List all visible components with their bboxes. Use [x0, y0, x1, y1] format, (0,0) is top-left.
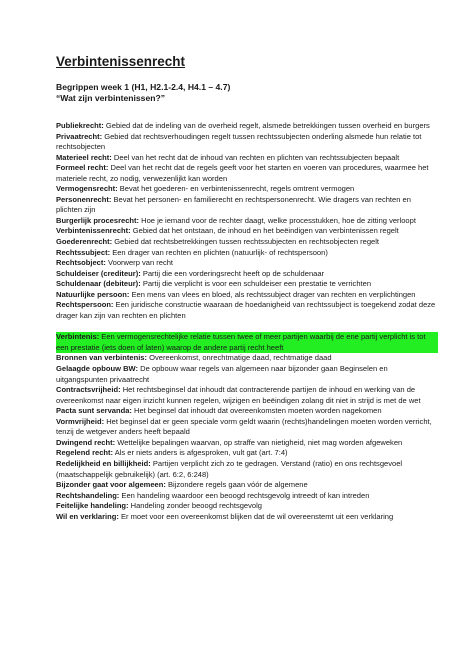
definition-item — [56, 248, 438, 259]
highlighted-definition — [56, 332, 438, 353]
definition-text: Bevat het goederen- en verbintenissenrecht, regels omtrent vermogen — [117, 184, 355, 194]
definition-text: Een mens van vlees en bloed, als rechtssubject drager van rechten en verplichtingen — [129, 289, 416, 299]
definition-text: Als er niets anders is afgesproken, vult gat (art. 7:4) — [113, 448, 288, 458]
definition-term: Rechtssubject: — [56, 247, 111, 257]
definition-term: Vormvrijheid: — [56, 416, 105, 426]
definition-item — [56, 216, 438, 227]
definition-term: Rechtshandeling: — [56, 490, 120, 500]
week-heading: Begrippen week 1 (H1, H2.1-2.4, H4.1 – 4.7) — [56, 82, 231, 92]
definition-term: Pacta sunt servanda: — [56, 406, 132, 416]
definitions-list-b — [56, 353, 438, 522]
definition-text: Deel van het recht dat de inhoud van rechten en plichten van rechtssubjecten bepaalt — [111, 152, 400, 162]
definition-item — [56, 438, 438, 449]
definition-text: Hoe je iemand voor de rechter daagt, welke processtukken, hoe de zitting verloopt — [139, 215, 416, 225]
definition-term: Redelijkheid en billijkheid: — [56, 458, 151, 468]
section-question: “Wat zijn verbintenissen?” — [56, 93, 166, 103]
definition-text: Het beginsel dat er geen speciale vorm geldt waarin (rechts)handelingen moeten worden verricht, tenzij de wetgever anders heeft bepaald — [56, 416, 432, 437]
definition-term: Burgerlijk procesrecht: — [56, 215, 140, 225]
definition-term: Verbintenissenrecht: — [56, 226, 131, 236]
definition-text: Gebied dat het ontstaan, de inhoud en het beëindigen van verbintenissen regelt — [130, 226, 399, 236]
definition-item — [56, 195, 438, 216]
definition-item — [56, 512, 438, 523]
definition-text: Wettelijke bepalingen waarvan, op straffe van nietigheid, niet mag worden afgeweken — [115, 437, 403, 447]
definition-item — [56, 258, 438, 269]
definition-text: Gebied dat rechtsbetrekkingen tussen rechtssubjecten en rechtsobjecten regelt — [112, 237, 380, 247]
definitions-list-a — [56, 121, 438, 321]
definition-item — [56, 163, 438, 184]
definition-item — [56, 300, 438, 321]
definition-item — [56, 353, 438, 364]
definition-item — [56, 459, 438, 480]
definition-term: Privaatrecht: — [56, 131, 103, 141]
definition-term: Rechtsobject: — [56, 258, 106, 268]
definition-text: Gebied dat rechtsverhoudingen regelt tussen rechtssubjecten onderling alsmede hun relatie tot rechtsobjecten — [56, 131, 422, 152]
definition-text: Een drager van rechten en plichten (natuurlijk- of rechtspersoon) — [110, 247, 328, 257]
definition-item — [56, 237, 438, 248]
definition-item — [56, 501, 438, 512]
definition-item — [56, 132, 438, 153]
definition-item — [56, 184, 438, 195]
definition-item — [56, 121, 438, 132]
definition-term: Rechtspersoon: — [56, 300, 114, 310]
definition-text: Handeling zonder beoogd rechtsgevolg — [128, 501, 262, 511]
definition-text: Het rechtsbeginsel dat inhoudt dat contracterende partijen de inhoud en werking van de overeenkomst naar eigen inzicht kunnen regelen, wijzigen en beëindigen zolang dit niet in strijd is met de wet — [56, 385, 421, 405]
definition-term: Vermogensrecht: — [56, 184, 118, 194]
definition-text: Een handeling waardoor een beoogd rechtsgevolg intreedt of kan intreden — [119, 490, 370, 500]
definition-item — [56, 385, 438, 406]
definition-text: Bevat het personen- en familierecht en rechtspersonenrecht. Wie dragers van rechten en plichten zijn — [56, 194, 411, 215]
definition-term: Materieel recht: — [56, 152, 112, 162]
definition-term: Goederenrecht: — [56, 237, 113, 247]
definition-term: Publiekrecht: — [56, 121, 104, 130]
definition-term: Contractsvrijheid: — [56, 385, 121, 395]
definition-term: Natuurlijke persoon: — [56, 289, 130, 299]
definition-text: Partijen verplicht zich zo te gedragen. Verstand (ratio) en ons rechtsgevoel (maatschappelijk gebruikelijk) (art. 6:2, 6:248) — [56, 458, 403, 479]
definition-item — [56, 279, 438, 290]
definition-term: Wil en verklaring: — [56, 511, 119, 521]
definition-item — [56, 417, 438, 438]
definition-item — [56, 448, 438, 459]
definition-term: Personenrecht: — [56, 194, 112, 204]
definition-text: Er moet voor een overeenkomst blijken dat de wil overeenstemt uit een verklaring — [118, 511, 394, 521]
definition-term: Dwingend recht: — [56, 437, 116, 447]
definition-term: Schuldeiser (crediteur): — [56, 268, 141, 278]
definition-text: Partij die verplicht is voor een schuldeiser een prestatie te verrichten — [140, 279, 372, 289]
spacer — [56, 321, 438, 332]
definition-text: Bijzondere regels gaan vóór de algemene — [165, 480, 308, 490]
definition-item — [56, 290, 438, 301]
definition-term: Bijzonder gaat voor algemeen: — [56, 480, 166, 490]
definition-item — [56, 491, 438, 502]
definition-term: Schuldenaar (debiteur): — [56, 279, 141, 289]
definition-text: De opbouw waar regels van algemeen naar bijzonder gaan Beginselen en uitgangspunten privaatrecht — [56, 364, 388, 384]
definition-item — [56, 269, 438, 280]
definition-text: Partij die een vorderingsrecht heeft op de schuldenaar — [140, 268, 325, 278]
definition-item — [56, 406, 438, 417]
document-title: Verbintenissenrecht — [56, 54, 186, 69]
definition-text: Overeenkomst, onrechtmatige daad, rechtmatige daad — [147, 353, 332, 363]
definition-text: Deel van het recht dat de regels geeft voor het starten en voeren van procedures, waarmee het materiele recht, zo nodig, verwezenlijkt kan worden — [56, 163, 429, 183]
definition-item — [56, 153, 438, 164]
definition-term: Feitelijke handeling: — [56, 501, 129, 511]
definition-text: Een vermogensrechtelijke relatie tussen twee of meer partijen waarbij de ene partij verplicht is tot een prestatie (iets doen of laten) waarop de andere partij recht heeft — [56, 332, 426, 352]
definition-item — [56, 364, 438, 385]
definition-term: Verbintenis: — [56, 332, 100, 342]
definition-text: Het beginsel dat inhoudt dat overeenkomsten moeten worden nagekomen — [131, 406, 382, 416]
definition-item — [56, 226, 438, 237]
definition-text: Gebied dat de indeling van de overheid regelt, alsmede betrekkingen tussen overheid en burgers — [103, 121, 430, 130]
definition-item — [56, 480, 438, 491]
definition-term: Regelend recht: — [56, 448, 114, 458]
definition-text: Voorwerp van recht — [105, 258, 174, 268]
definition-term: Gelaagde opbouw BW: — [56, 364, 139, 374]
definition-term: Formeel recht: — [56, 163, 109, 173]
definition-term: Bronnen van verbintenis: — [56, 353, 147, 363]
definition-text: Een juridische constructie waaraan de hoedanigheid van rechtssubject is toegekend zodat deze drager kan zijn van rechten en plichten — [56, 300, 436, 320]
